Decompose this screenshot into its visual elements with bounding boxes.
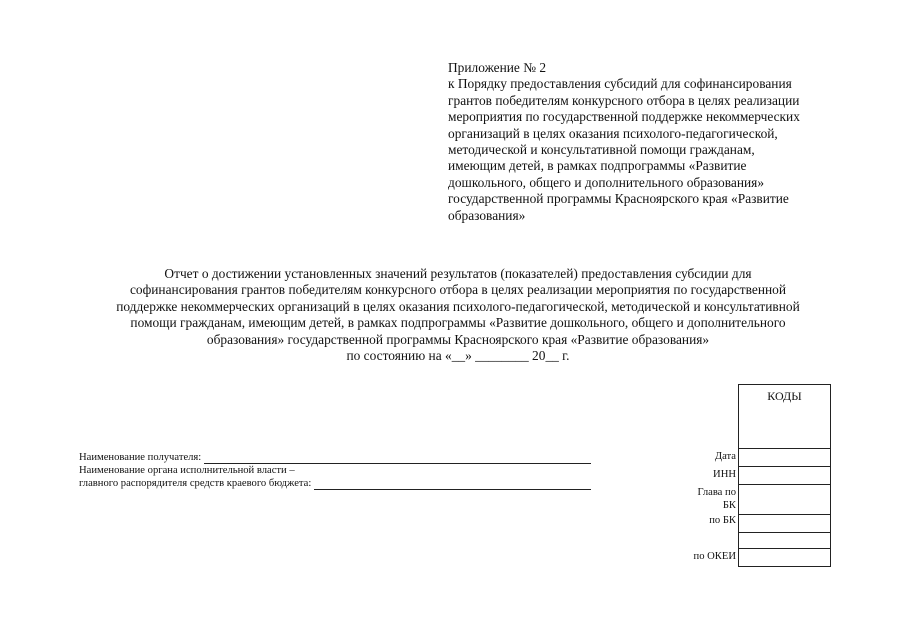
bk-code-label: по БК <box>709 515 736 526</box>
codes-divider <box>739 448 830 449</box>
authority-row-2 <box>79 477 599 490</box>
report-title-line: поддержке некоммерческих организаций в целях оказания психолого-педагогической, методической и консультативной <box>116 298 800 314</box>
annex-line: Приложение № 2 <box>448 60 547 75</box>
inn-code-label: ИНН <box>713 469 736 480</box>
annex-line: государственной программы Красноярского края «Развитие <box>448 191 789 207</box>
chapter-bk-code-label-2: БК <box>722 500 736 511</box>
report-title-line: Отчет о достижении установленных значений результатов (показателей) предоставления субсидии для <box>164 266 752 281</box>
recipient-fields <box>79 451 599 490</box>
chapter-bk-code-label-1: Глава по <box>697 487 736 498</box>
codes-divider <box>739 484 830 485</box>
recipient-label: Наименование получателя: <box>79 452 202 463</box>
report-title-line: помощи гражданам, имеющим детей, в рамках подпрограммы «Развитие дошкольного, общего и дополнительного <box>130 315 786 331</box>
codes-divider <box>739 532 830 533</box>
recipient-input-line[interactable] <box>204 453 591 464</box>
recipient-row <box>79 451 599 464</box>
codes-divider <box>739 466 830 467</box>
authority-input-line[interactable] <box>314 479 591 490</box>
annex-line: мероприятия по государственной поддержке некоммерческих <box>448 109 800 125</box>
annex-line: организаций в целях оказания психолого-педагогической, <box>448 125 778 141</box>
annex-line: грантов победителям конкурсного отбора в целях реализации <box>448 92 800 108</box>
authority-label-1: Наименование органа исполнительной власти – <box>79 465 295 476</box>
codes-table <box>738 384 831 567</box>
codes-divider <box>739 548 830 549</box>
report-title-line: софинансирования грантов победителям конкурсного отбора в целях реализации мероприятия по государственной <box>129 282 787 298</box>
annex-line: к Порядку предоставления субсидий для софинансирования <box>448 76 792 92</box>
codes-divider <box>739 514 830 515</box>
report-title-line: образования» государственной программы Красноярского края «Развитие образования» <box>206 331 710 347</box>
annex-line: образования» <box>448 207 526 223</box>
okei-code-label: по ОКЕИ <box>693 551 736 562</box>
annex-line: методической и консультативной помощи гражданам, <box>448 142 755 158</box>
codes-header: КОДЫ <box>767 389 802 403</box>
annex-header <box>448 60 868 224</box>
authority-label-2: главного распорядителя средств краевого бюджета: <box>79 478 312 489</box>
annex-line: дошкольного, общего и дополнительного образования» <box>448 174 765 190</box>
report-date-line: по состоянию на «__» ________ 20__ г. <box>346 348 570 364</box>
date-code-label: Дата <box>714 451 736 462</box>
report-title <box>40 266 876 364</box>
authority-row-1 <box>79 464 599 477</box>
annex-line: имеющим детей, в рамках подпрограммы «Развитие <box>448 158 747 174</box>
